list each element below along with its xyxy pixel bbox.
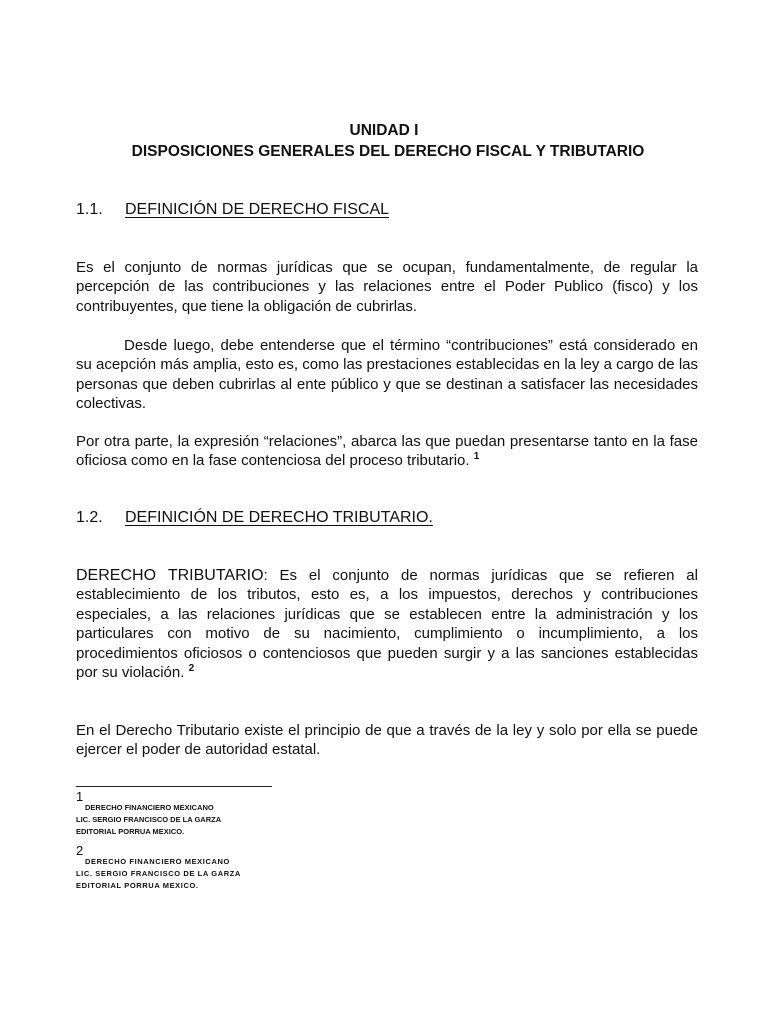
paragraph-definicion-tributario: DERECHO TRIBUTARIO: Es el conjunto de normas jurídicas que se refieren al establecimiento de los tributos, esto es, a los impuestos, derechos y contribuciones especiales, a las relaciones jurídicas que se establecen entre la administración y los particulares con motivo de su nacimiento, cumplimiento o incumplimiento, a los procedimientos oficiosos o contenciosos que pueden surgir y a las sanciones establecidas por su violación. $^2$ (76, 567, 698, 682)
footnote-line: EDITORIAL PORRUA MEXICO. (76, 881, 199, 890)
footnote-number: 2 (76, 843, 84, 858)
footnote-separator (76, 786, 272, 787)
footnote-line: LIC. SERGIO FRANCISCO DE LA GARZA (76, 869, 241, 878)
section-number: 1.1. (76, 201, 103, 218)
paragraph-contribuciones: Desde luego, debe entenderse que el término “contribuciones” está considerado en su acepción más amplia, esto es, como las prestaciones establecidas en la ley a cargo de las personas que deben cubrirlas al ente público y que se destinan a satisfacer las necesidades colectivas. (76, 337, 698, 413)
footnote-1 (76, 790, 376, 838)
footnote-2 (76, 844, 376, 892)
defined-term: DERECHO TRIBUTARIO (76, 567, 264, 584)
footnote-reference-2: 2 (188, 663, 195, 675)
section-heading-derecho-tributario (76, 508, 433, 528)
section-title: DEFINICIÓN DE DERECHO FISCAL (125, 201, 390, 218)
paragraph-relaciones: Por otra parte, la expresión “relaciones”, abarca las que puedan presentarse tanto en la fase oficiosa como en la fase contenciosa del proceso tributario. $^1$ (76, 433, 698, 470)
section-title: DEFINICIÓN DE DERECHO TRIBUTARIO. (125, 509, 433, 526)
footnotes (76, 790, 376, 892)
footnote-line: LIC. SERGIO FRANCISCO DE LA GARZA (76, 815, 222, 824)
paragraph-definicion-fiscal: Es el conjunto de normas jurídicas que se ocupan, fundamentalmente, de regular la percepción de las contribuciones y las relaciones entre el Poder Publico (fisco) y los contribuyentes, que tiene la obligación de cubrirlas. (76, 259, 698, 315)
unit-heading: UNIDAD I (349, 122, 419, 139)
footnote-line: EDITORIAL PORRUA MEXICO. (76, 827, 185, 836)
paragraph-principio-legalidad: En el Derecho Tributario existe el principio de que a través de la ley y solo por ella se puede ejercer el poder de autoridad estatal. (76, 722, 698, 759)
footnote-line: DERECHO FINANCIERO MEXICANO (85, 803, 214, 812)
section-number: 1.2. (76, 509, 103, 526)
footnote-number: 1 (76, 789, 84, 804)
document-title-block (0, 120, 768, 162)
footnote-reference-1: 1 (473, 451, 480, 463)
footnote-line: DERECHO FINANCIERO MEXICANO (85, 857, 230, 866)
document-title: DISPOSICIONES GENERALES DEL DERECHO FISCAL Y TRIBUTARIO (131, 143, 645, 160)
section-heading-derecho-fiscal (76, 200, 389, 220)
